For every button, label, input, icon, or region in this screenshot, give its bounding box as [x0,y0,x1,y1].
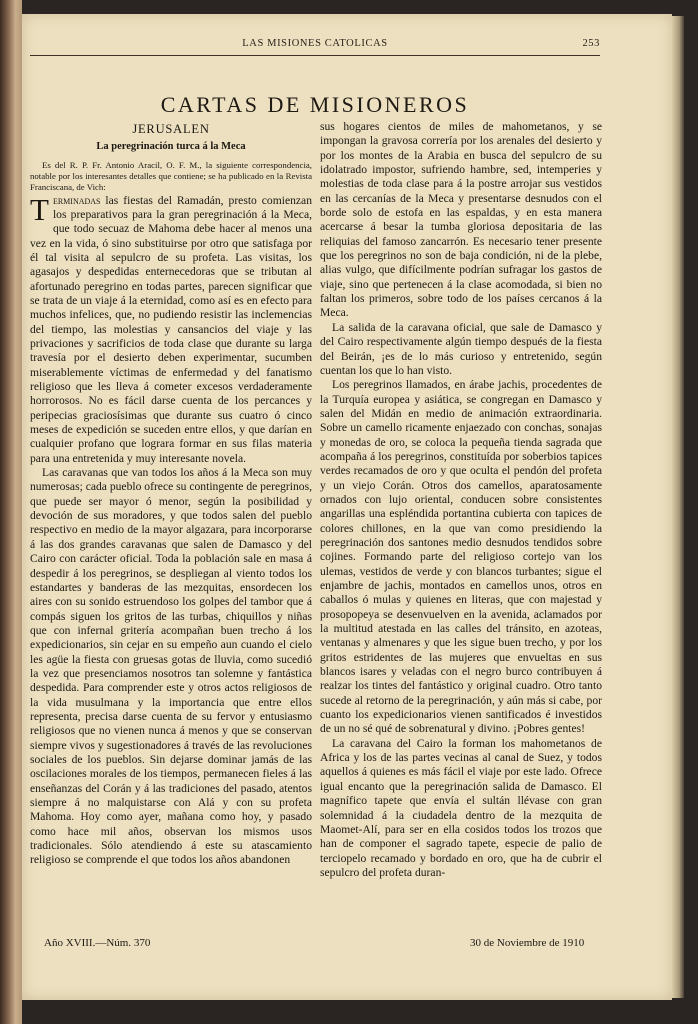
page-number: 253 [582,38,600,49]
left-column [30,120,312,868]
running-header [30,38,600,54]
section-heading: JERUSALEN [132,122,210,136]
paragraph-text: las fiestas del Ramadán, presto comienzan los preparativos para la gran peregrinación á la Meca, que todo secuaz de Mahoma debe hacer al menos una vez en la vida, ó sino substituirse por otro que satisfaga por él tal visita al sepulcro de su profeta. Las visitas, los agasajos y despedidas enternecedoras que se tributan al afortunado peregrino en todas partes, parecen significar que se trata de un viaje á la eternidad, como así es en efecto para muchos infelices, que, no pudiendo resistir las inclemencias del tiempo, las molestias y cansancios del viaje y las privaciones y sacrificios de toda clase que durante su larga travesía por el desierto deben experimentar, sucumben miserablemente víctimas de enfermedad y del fanatismo religioso que les lleva á cometer excesos verdaderamente horrorosos. No es fácil darse cuenta de los percances y peripecias graciosísimas que durante sus cuatro ó cinco meses de expedición se suceden entre ellos, y que darían en cualquier profano que lograra formar en sus filas materia para una entretenida y muy interesante novela. [30,193,312,465]
paragraph: Las caravanas que van todos los años á la Meca son muy numerosas; cada pueblo ofrece su contingente de peregrinos, que puede ser mayor ó menor, según la posibilidad y devoción de sus moradores, y que todos salen del pueblo respectivo en medio de la mayor algazara, para incorporarse á las dos grandes caravanas que salen de Damasco y del Cairo con carácter oficial. Toda la población sale en masa á despedir á los peregrinos, se despliegan al viento todos los estandartes y banderas de las mezquitas, ensordecen los aires con su sonido estruendoso los golpes del tambor que á compás siguen los gritos de las turbas, chiquillos y niñas que con infernal gritería acompañan buen trecho á los expedicionarios, sin cejar en su empeño aun cuando el cielo les agüe la fiesta con gruesas gotas de lluvia, como sucedió la vez que presenciamos nosotros tan solemne y fantástica despedida. Para comprender este y otros actos religiosos de la vida musulmana y la importancia que entre ellos representa, precisa darse cuenta de su fervor y entusiasmo religiosos que no vienen nunca á menos y que se conservan siempre vivos y sugestionadores á través de las revoluciones sociales de los pueblos. Sin dejarse dominar jamás de las oscilaciones morales de los tiempos, permanecen fieles á las enseñanzas del Corán y á las tradiciones del pasado, atentos siempre á no malquistarse con Alá y con su profeta Mahoma. Hoy como ayer, mañana como hoy, y pasado como hace mil años, observan los mismos usos tradicionales. Sólo atendiendo á este su atascamiento religioso se comprende el que todos los años abandonen [30,466,313,867]
article-title: CARTAS DE MISIONEROS [160,92,470,117]
first-word: erminadas [52,193,101,207]
issue-number: Año XVIII.—Núm. 370 [44,937,151,949]
paragraph: sus hogares cientos de miles de mahometanos, y se impongan la gravosa correría por los arenales del desierto y por los montes de la Arabia en busca del sepulcro de su idolatrado impostor, sufriendo hambre, sed, intemperies y molestias de toda clase para á la postre arrojar sus vestidos en las cercanías de la Meca y presentarse desnudos con el borde solo de estofa en las espaldas, y en esta manera acercarse á besar la tumba gloriosa depositaria de las reliquias del famoso zancarrón. Es necesario tener presente que los peregrinos no son de baja condición, ni de la plebe, alias vulgo, que difícilmente podrían sufragar los gastos de viaje, sino que pertenecen á la clase acomodada, si bien no faltan los primeros, sobre todo de los países cercanos á la Meca. [320,120,602,320]
page-edge [672,16,684,998]
issue-date: 30 de Noviembre de 1910 [470,937,585,949]
running-title: LAS MISIONES CATOLICAS [242,38,388,49]
header-rule [30,55,600,56]
paragraph: La salida de la caravana oficial, que sale de Damasco y del Cairo respectivamente algún tiempo después de la fiesta del Beirán, ¡es de lo más curioso y entretenido, según cuentan los que lo han visto. [320,320,602,377]
right-column [320,120,602,880]
paragraph: Los peregrinos llamados, en árabe jachis, procedentes de la Turquía europea y asiática, se congregan en Damasco y salen del Midán en medio de animación extraordinaria. Sobre un camello ricamente enjaezado con conchas, sonajas y monedas de oro, se coloca la pequeña tienda sagrada que acompaña á los peregrinos, constituída por soberbios tapices verdes recamados de oro y que oculta el pendón del profeta y un viejo Corán. Otros dos camellos, aparatosamente ornados con lujo oriental, conducen sobre consistentes angarillas una espléndida portantina cubierta con tapices de colores chillones, en la que van como presidiendo la peregrinación dos santones medio desnudos tendidos sobre cojines. Formando parte del religioso cortejo van los ulemas, vestidos de verde y con blancos turbantes; sigue el enjambre de jachis, montados en camellos unos, otros en caballos ó mulas y quienes en literas, que con majestad y prosopopeya se desenvuelven en la avenida, aclamados por la multitud atestada en las calles del tránsito, en azoteas, ventanas y almenares y que les sigue buen trecho, y por los gritos estridentes de las mujeres que envueltas en sus blancos isares y veladas con el negro burco contribuyen á realzar los tintes del fantástico y original cuadro. Otro tanto sucede al retorno de la peregrinación, y aún más si cabe, por cuanto los expedicionarios vienen santificados é investidos de un no sé qué de sobrenatural y divino. ¡Pobres gentes! [320,378,602,736]
book-spine [0,0,22,1024]
section-subheading: La peregrinación turca á la Meca [96,141,246,153]
intro-note: Es del R. P. Fr. Antonio Aracil, O. F. M., la siguiente correspondencia, notable por los interesantes detalles que contiene; se ha publicado en la Revista Franciscana, de Vich: [30,159,312,193]
paragraph: La caravana del Cairo la forman los mahometanos de Africa y los de las partes vecinas al canal de Suez, y todos aquellos á quienes es más fácil el viaje por este lado. Ofrece igual encanto que la peregrinación salida de Damasco. El magnífico tapete que envía el sultán llévase con gran solemnidad á la ciudadela dentro de la mezquita de Maomet-Alí, para ser en ella cosidos todos los trozos que han de componer el sagrado tapete, especie de palio de terciopelo recamado y bordado en oro, que ha de cubrir el sepulcro del profeta duran- [320,736,602,879]
paragraph [30,191,312,467]
drop-cap: T [30,191,49,227]
